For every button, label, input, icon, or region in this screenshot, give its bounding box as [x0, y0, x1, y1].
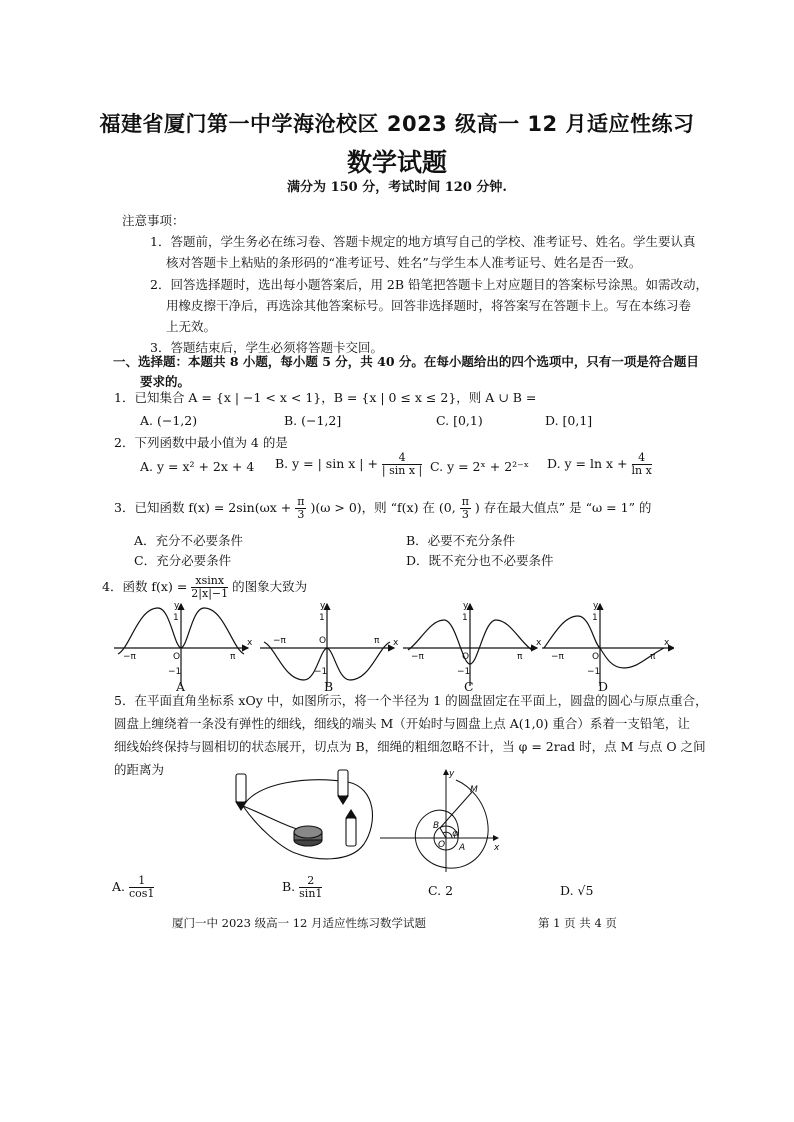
exam-title: 福建省厦门第一中学海沧校区 2023 级高一 12 月适应性练习	[99, 112, 695, 136]
notice-item-1-line-1: 1．答题前，学生务必在练习卷、答题卡规定的地方填写自己的学校、准考证号、姓名。学生要认真	[150, 234, 696, 249]
fraction-denominator: ln x	[631, 464, 652, 477]
question-5-option-b	[282, 875, 322, 900]
graph-label-c: C	[464, 679, 474, 694]
graph-a-tick-pi: π	[230, 652, 236, 662]
graph-b-tick-pi: π	[374, 636, 380, 646]
pencil-icon	[346, 810, 356, 846]
question-5-option-a	[112, 875, 154, 900]
graph-c-axis-x: x	[536, 638, 542, 648]
diagram-label-m: M	[470, 785, 478, 795]
question-5-option-a-fraction	[129, 875, 154, 900]
graph-b-tick-neg-pi: −π	[273, 636, 286, 646]
question-1-stem: 1．已知集合 A = {x | −1 < x < 1}，B = {x | 0 ≤ x ≤ 2}，则 A ∪ B =	[114, 390, 537, 405]
graph-label-a: A	[176, 679, 186, 694]
graph-d-axis-x: x	[664, 638, 670, 648]
question-5-option-a-prefix: A.	[112, 879, 126, 894]
graph-a-tick-1: 1	[173, 613, 179, 623]
exam-info: 满分为 150 分，考试时间 120 分钟.	[287, 180, 507, 195]
graph-d-axis-y: y	[593, 601, 599, 611]
question-2-option-b-fraction	[382, 452, 422, 477]
graph-label-d: D	[598, 679, 609, 694]
footer-page-number: 第 1 页 共 4 页	[538, 916, 617, 930]
disc-icon	[294, 826, 322, 846]
pencil-icon	[338, 770, 348, 804]
diagram-label-o: O	[438, 840, 446, 850]
graph-a-axis-y: y	[174, 601, 180, 611]
notice-heading: 注意事项：	[122, 213, 185, 228]
question-5-option-b-fraction	[299, 875, 322, 900]
fraction-numerator: 4	[632, 452, 652, 465]
question-3-fraction-1	[295, 496, 306, 521]
question-5-option-b-prefix: B.	[282, 879, 296, 894]
question-3-stem-middle: )(ω > 0)，则 “f(x) 在 (0,	[310, 500, 456, 515]
question-5-line-4: 的距离为	[114, 762, 165, 777]
question-5-line-1: 5．在平面直角坐标系 xOy 中，如图所示，将一个半径为 1 的圆盘固定在平面上，圆盘的圆心与原点重合，	[114, 693, 708, 708]
section-1-heading-line-1: 一、选择题：本题共 8 小题，每小题 5 分，共 40 分。在每小题给出的四个选项中，只有一项是符合题目	[113, 354, 699, 369]
question-5-option-c: C. 2	[428, 883, 454, 898]
diagram-label-y: y	[449, 769, 455, 779]
fraction-denominator: 2|x|−1	[191, 587, 229, 600]
question-4-graphs	[108, 598, 674, 693]
graph-a-origin: O	[173, 652, 181, 662]
question-4-stem-suffix: 的图象大致为	[232, 579, 308, 594]
fraction-denominator: 3	[297, 508, 305, 521]
fraction-denominator: cos1	[129, 887, 155, 900]
question-4-stem-prefix: 4．函数 f(x) =	[102, 579, 188, 594]
question-2-option-b	[275, 452, 422, 477]
graph-d-tick-neg-pi: −π	[551, 652, 564, 662]
graph-b-axis-x: x	[393, 638, 399, 648]
graph-b-tick-1: 1	[319, 613, 325, 623]
fraction-denominator: 3	[461, 508, 469, 521]
question-2-option-a: A. y = x² + 2x + 4	[140, 459, 255, 474]
graph-c-origin: O	[462, 652, 470, 662]
graph-c-tick-neg-1: −1	[457, 667, 471, 677]
question-3-stem	[114, 496, 651, 521]
graph-d-tick-1: 1	[592, 613, 598, 623]
graph-c-tick-pi: π	[517, 652, 523, 662]
fraction-denominator: sin1	[299, 887, 323, 900]
graph-b-tick-neg-1: −1	[314, 667, 328, 677]
question-2-stem: 2．下列函数中最小值为 4 的是	[114, 435, 288, 450]
diagram-label-b: B	[433, 821, 440, 831]
fraction-numerator: xsinx	[191, 575, 228, 588]
question-3-option-d: D．既不充分也不必要条件	[406, 553, 554, 568]
notice-item-3: 3．答题结束后，学生必须将答题卡交回。	[150, 340, 383, 355]
graph-b-axis-y: y	[320, 601, 326, 611]
graph-c-axis-y: y	[463, 601, 469, 611]
diagram-label-phi: φ	[452, 829, 458, 839]
section-1-heading-line-2: 要求的。	[140, 374, 191, 389]
question-3-option-a: A．充分不必要条件	[134, 533, 244, 548]
question-3-option-c: C．充分必要条件	[134, 553, 232, 568]
question-4-fraction	[191, 575, 228, 600]
footer-exam-name: 厦门一中 2023 级高一 12 月适应性练习数学试题	[172, 916, 427, 930]
graph-d-origin: O	[592, 652, 600, 662]
question-1-option-c: C. [0,1)	[436, 413, 483, 428]
notice-item-2-line-2: 用橡皮擦干净后，再选涂其他答案标号。回答非选择题时，将答案写在答题卡上。写在本练习卷	[166, 298, 692, 313]
graph-a-axis-x: x	[247, 638, 253, 648]
graph-a-tick-neg-1: −1	[168, 667, 182, 677]
fraction-denominator: | sin x |	[381, 464, 423, 477]
question-5-involute-diagram	[376, 766, 506, 876]
graph-c-tick-1: 1	[462, 613, 468, 623]
question-3-stem-prefix: 3．已知函数 f(x) = 2sin(ωx +	[114, 500, 292, 515]
question-1-option-b: B. (−1,2]	[284, 413, 342, 428]
fraction-numerator: π	[297, 495, 305, 508]
question-3-fraction-2	[460, 496, 471, 521]
question-2-option-d-fraction	[632, 452, 652, 477]
question-3-stem-suffix: ) 存在最大值点” 是 “ω = 1” 的	[474, 500, 652, 515]
fraction-numerator: π	[461, 495, 469, 508]
diagram-label-x: x	[494, 843, 500, 853]
graph-d-tick-pi: π	[650, 652, 656, 662]
fraction-numerator: 4	[382, 452, 422, 465]
question-3-option-b: B．必要不充分条件	[406, 533, 516, 548]
question-1-option-a: A. (−1,2)	[140, 413, 198, 428]
question-2-option-d	[547, 452, 652, 477]
graph-b-origin: O	[319, 636, 327, 646]
question-5-line-3: 细线始终保持与圆相切的状态展开，切点为 B，细绳的粗细忽略不计，当 φ = 2rad 时，点 M 与点 O 之间	[114, 739, 706, 754]
question-2-option-c: C. y = 2ˣ + 2²⁻ˣ	[430, 459, 530, 474]
diagram-label-a: A	[459, 843, 466, 853]
exam-subject: 数学试题	[346, 148, 447, 177]
question-5-option-d: D. √5	[560, 883, 594, 898]
pencil-icon	[236, 774, 246, 810]
question-2-option-d-prefix: D. y = ln x +	[547, 456, 628, 471]
notice-item-1-line-2: 核对答题卡上粘贴的条形码的“准考证号、姓名”与学生本人准考证号、姓名是否一致。	[166, 255, 642, 270]
graph-c-tick-neg-pi: −π	[411, 652, 424, 662]
question-5-line-2: 圆盘上缠绕着一条没有弹性的细线，细线的端头 M（开始时与圆盘上点 A(1,0) 重合）系着一支铅笔，让	[114, 716, 690, 731]
tangent-line-bm	[440, 792, 472, 828]
graph-label-b: B	[324, 679, 334, 694]
notice-item-2-line-3: 上无效。	[166, 319, 217, 334]
graph-d	[542, 604, 674, 686]
fraction-numerator: 2	[299, 875, 322, 888]
graph-a-tick-neg-pi: −π	[123, 652, 136, 662]
question-5-pencil-illustration	[228, 768, 378, 868]
graph-d-tick-neg-1: −1	[587, 667, 601, 677]
question-1-option-d: D. [0,1]	[545, 413, 593, 428]
question-4-stem	[102, 575, 307, 600]
notice-item-2-line-1: 2．回答选择题时，选出每小题答案后，用 2B 铅笔把答题卡上对应题目的答案标号涂黑。如需改动，	[150, 277, 709, 292]
question-2-option-b-prefix: B. y = | sin x | +	[275, 456, 378, 471]
fraction-numerator: 1	[129, 875, 154, 888]
